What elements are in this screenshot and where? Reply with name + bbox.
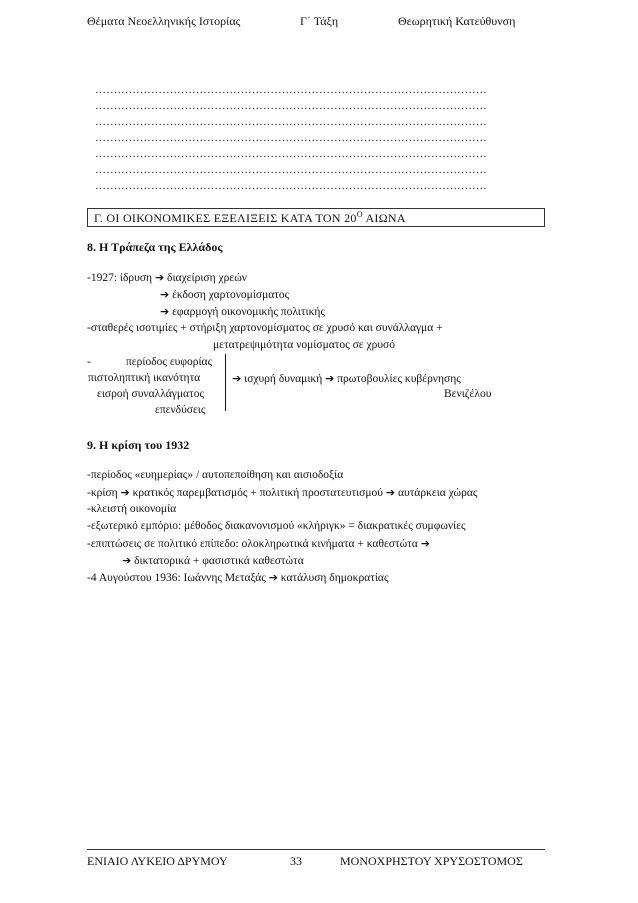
chapter-title [94, 210, 406, 226]
arrow-icon: ➔ [420, 537, 430, 550]
bracket-divider [225, 354, 226, 411]
arrow-icon: ➔ [154, 271, 165, 284]
s9-metaxas-text: -4 Αυγούστου 1936: Ιωάννης Μεταξάς [87, 572, 266, 584]
s9-line-prosperity: -περίοδος «ευημερίας» / αυτοπεποίθηση και αισιοδοξία [87, 469, 344, 481]
s8-line-founding [87, 271, 247, 284]
arrow-icon: ➔ [120, 486, 130, 499]
s8-dynamic-text: ισχυρή δυναμική [244, 373, 323, 385]
arrow-icon: ➔ [385, 486, 396, 499]
footer-page-number: 33 [290, 854, 302, 868]
arrow-icon: ➔ [268, 571, 278, 584]
s9-line-trade: -εξωτερικό εμπόριο: μέθοδος διακανονισμού «κλήριγκ» = διακρατικές συμφωνίες [87, 520, 466, 532]
chapter-title-superscript: Ο [356, 210, 363, 219]
s9-regimes-text: δικτατορικά + φασιστικά καθεστώτα [134, 555, 304, 567]
s8-line-credit: πιστοληπτική ικανότητα [88, 372, 201, 384]
s9-democracy-text: κατάλυση δημοκρατίας [280, 572, 389, 584]
s8-line-prosperity: περίοδος ευφορίας [126, 356, 213, 368]
section-8-heading: 8. Η Τράπεζα της Ελλάδος [87, 240, 223, 254]
s9-intervention-text: κρατικός παρεμβατισμός + πολιτική προστατευτισμού [132, 487, 383, 499]
s8-policy-text: εφαρμογή οικονομικής πολιτικής [172, 306, 325, 318]
dotted-line: …………………………………………………………………………………………… [95, 132, 487, 144]
dotted-line: …………………………………………………………………………………………… [95, 100, 487, 112]
s9-line-political [87, 537, 430, 550]
arrow-icon: ➔ [232, 372, 242, 385]
s8-line-dynamic [232, 372, 461, 385]
s9-line-metaxas [87, 571, 389, 584]
s8-line-investments: επενδύσεις [155, 404, 206, 416]
s9-autarky-text: αυτάρκεια χώρας [397, 487, 478, 499]
header-subject: Θέματα Νεοελληνικής Ιστορίας [87, 14, 241, 28]
s9-political-text: -επιπτώσεις σε πολιτικό επίπεδο: ολοκληρωτικά κινήματα + καθεστώτα [87, 538, 418, 550]
s8-issuance-text: έκδοση χαρτονομίσματος [172, 289, 290, 301]
arrow-icon: ➔ [325, 372, 335, 385]
dotted-line: …………………………………………………………………………………………… [95, 164, 487, 176]
arrow-icon: ➔ [122, 554, 132, 567]
header-track: Θεωρητική Κατεύθυνση [398, 14, 516, 28]
s8-line-issuance [160, 288, 289, 301]
s9-line-closed: -κλειστή οικονομία [87, 503, 177, 515]
s8-line-policy [160, 305, 325, 318]
dotted-line: …………………………………………………………………………………………… [95, 180, 487, 192]
s9-line-crisis [87, 486, 477, 499]
footer-school: ΕΝΙΑΙΟ ΛΥΚΕΙΟ ΔΡΥΜΟΥ [87, 854, 228, 868]
s8-founding-text: -1927: ίδρυση [87, 272, 153, 284]
s8-line-dash: - [87, 356, 91, 368]
s8-line-convertibility: μετατρεψιμότητα νομίσματος σε χρυσό [213, 339, 395, 351]
s8-line-inflow: εισροή συναλλάγματος [97, 388, 204, 400]
s8-initiatives-text: πρωτοβουλίες κυβέρνησης [337, 373, 461, 385]
footer-author: ΜΟΝΟΧΡΗΣΤΟΥ ΧΡΥΣΟΣΤΟΜΟΣ [340, 854, 523, 868]
chapter-title-suffix: ΑΙΩΝΑ [362, 211, 406, 225]
section-9-heading: 9. Η κρίση του 1932 [87, 438, 190, 452]
footer-rule [87, 849, 545, 850]
arrow-icon: ➔ [160, 305, 170, 318]
chapter-title-text: Γ. ΟΙ ΟΙΚΟΝΟΜΙΚΕΣ ΕΞΕΛΙΞΕΙΣ ΚΑΤΑ ΤΟΝ 20 [94, 211, 357, 225]
s9-crisis-text: -κρίση [87, 487, 118, 499]
dotted-line: …………………………………………………………………………………………… [95, 116, 487, 128]
s8-line-venizelos: Βενιζέλου [444, 388, 492, 400]
dotted-line: …………………………………………………………………………………………… [95, 148, 487, 160]
arrow-icon: ➔ [160, 288, 170, 301]
s8-line-rates: -σταθερές ισοτιμίες + στήριξη χαρτονομίσματος σε χρυσό και συνάλλαγμα + [87, 322, 443, 334]
chapter-title-box [87, 208, 545, 227]
dotted-line: …………………………………………………………………………………………… [95, 84, 487, 96]
s9-line-regimes [122, 554, 304, 567]
header-grade: Γ΄ Τάξη [300, 14, 339, 28]
s8-debt-text: διαχείριση χρεών [167, 272, 247, 284]
